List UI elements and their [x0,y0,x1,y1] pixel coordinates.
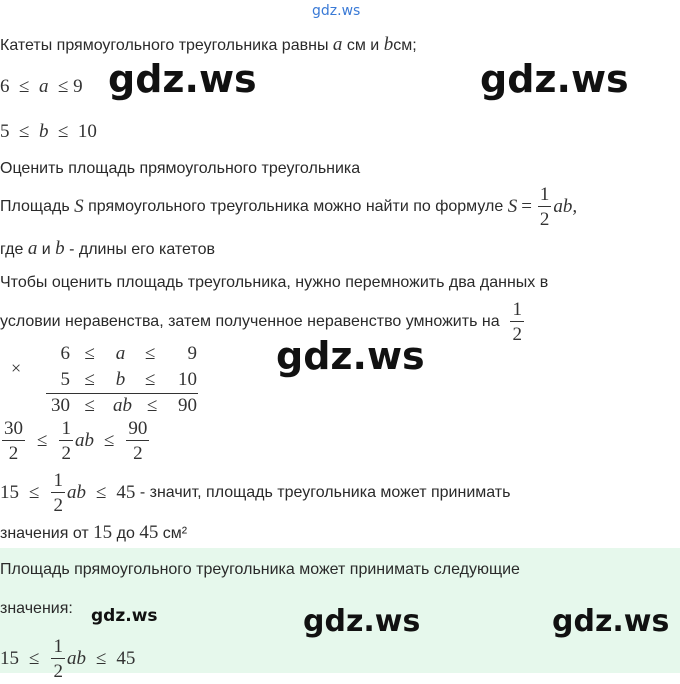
var-b: b [383,34,394,55]
explain-frac-num: 1 [512,299,522,320]
halved-left-den: 2 [8,443,19,464]
answer-den: 2 [53,661,63,682]
range-text-b: до [116,525,135,542]
range-from: 15 [93,522,113,543]
where-line [0,238,215,260]
result-le2: ≤ [95,482,107,503]
intro-text-end: см; [393,37,417,54]
result-hi: 45 [116,482,136,503]
answer-le1: ≤ [29,648,40,669]
intro-text-mid: см и [346,37,380,54]
condition-a [0,76,83,98]
watermark-5: gdz.ws [552,604,670,639]
mult-r3-hi: 90 [178,395,197,416]
where-text-end: - длины его катетов [69,241,215,258]
halved-le2: ≤ [103,430,115,451]
formula-rhs: ab, [553,196,578,217]
watermark-1: gdz.ws [108,57,257,101]
explain-text-2: условии неравенства, затем полученное неравенство умножить на [0,313,500,330]
answer-fraction [51,637,65,681]
answer-inequality [0,634,135,684]
range-unit: см² [162,525,188,542]
result-lo: 15 [0,482,19,503]
var-a: a [332,34,343,55]
watermark-4: gdz.ws [303,604,421,639]
var-s: S [74,196,84,217]
halved-mid-fraction [59,419,73,463]
mult-r2-le1: ≤ [84,369,95,390]
mult-r3-lo: 30 [51,395,70,416]
multiply-sign: × [11,358,22,378]
explain-line-2 [0,298,526,346]
explain-fraction [510,300,524,344]
answer-hi: 45 [116,648,136,669]
multiply-rule [46,393,198,394]
where-var-a: a [27,238,38,259]
answer-le2: ≤ [95,648,107,669]
halved-right-den: 2 [133,443,143,464]
halved-le1: ≤ [37,430,48,451]
halved-mid-num: 1 [61,418,71,439]
watermark-2: gdz.ws [480,57,629,101]
result-var: ab [66,482,86,503]
mult-r1-le2: ≤ [145,343,156,364]
result-fraction [51,471,65,515]
halved-right-fraction [126,419,149,463]
watermark-small: gdz.ws [91,606,158,626]
result-line [0,468,510,518]
cond-b-le2: ≤ [57,121,69,142]
formula-text-b: прямоугольного треугольника можно найти по формуле [88,198,504,215]
mult-r1-var: a [115,343,126,364]
intro-text: Катеты прямоугольного треугольника равны [0,37,329,54]
explain-frac-den: 2 [512,324,522,345]
answer-line-1: Площадь прямоугольного треугольника может принимать следующие [0,561,520,578]
mult-r2-var: b [115,369,126,390]
cond-a-var: a [38,76,49,97]
cond-b-var: b [38,121,49,142]
cond-b-hi: 10 [77,121,97,142]
mult-r3-le1: ≤ [84,395,95,416]
mult-r1-le1: ≤ [84,343,95,364]
answer-num: 1 [53,636,63,657]
where-text: где [0,241,24,258]
cond-a-lo: 6 [0,76,10,97]
formula-text-a: Площадь [0,198,70,215]
condition-b [0,121,97,143]
answer-lo: 15 [0,648,19,669]
mult-r2-hi: 10 [178,369,197,390]
fraction-den: 2 [539,209,550,230]
mult-r1-hi: 9 [187,343,197,364]
answer-line-2: значения: [0,600,73,617]
result-den: 2 [53,495,63,516]
explain-line-1: Чтобы оценить площадь треугольника, нужно перемножить два данных в [0,274,549,291]
task-text: Оценить площадь прямоугольного треугольника [0,160,361,177]
range-text-a: значения от [0,525,89,542]
formula-eq: = [521,196,532,217]
cond-b-lo: 5 [0,121,10,142]
fraction-num: 1 [539,184,550,205]
cond-a-hi: 9 [73,76,83,97]
where-and: и [41,241,51,258]
cond-a-le1: ≤ [19,76,30,97]
formula-lhs: S [507,196,518,217]
answer-var: ab [66,648,86,669]
result-range-line [0,522,187,544]
formula-fraction [538,185,552,229]
watermark-3: gdz.ws [276,334,425,378]
mult-r2-le2: ≤ [145,369,156,390]
result-text: - значит, площадь треугольника может принимать [139,484,511,501]
cond-a-le2: ≤ [57,76,69,97]
where-var-b: b [55,238,65,259]
intro-line [0,34,417,56]
range-to: 45 [139,522,159,543]
halved-mid-den: 2 [61,443,71,464]
mult-r1-lo: 6 [60,343,70,364]
halved-left-num: 30 [4,418,23,439]
halved-right-num: 90 [128,418,148,439]
mult-r3-var: ab [113,395,132,416]
result-le1: ≤ [29,482,40,503]
multiply-row-1 [48,343,208,365]
multiply-row-3 [44,395,214,417]
halved-mid-var: ab [74,430,94,451]
formula-line [0,182,577,232]
cond-b-le1: ≤ [19,121,30,142]
halved-inequality [0,416,151,466]
watermark-top: gdz.ws [312,3,361,19]
halved-left-fraction [2,419,25,463]
result-num: 1 [53,470,63,491]
mult-r3-le2: ≤ [147,395,158,416]
mult-r2-lo: 5 [60,369,70,390]
multiply-row-2 [48,369,208,391]
